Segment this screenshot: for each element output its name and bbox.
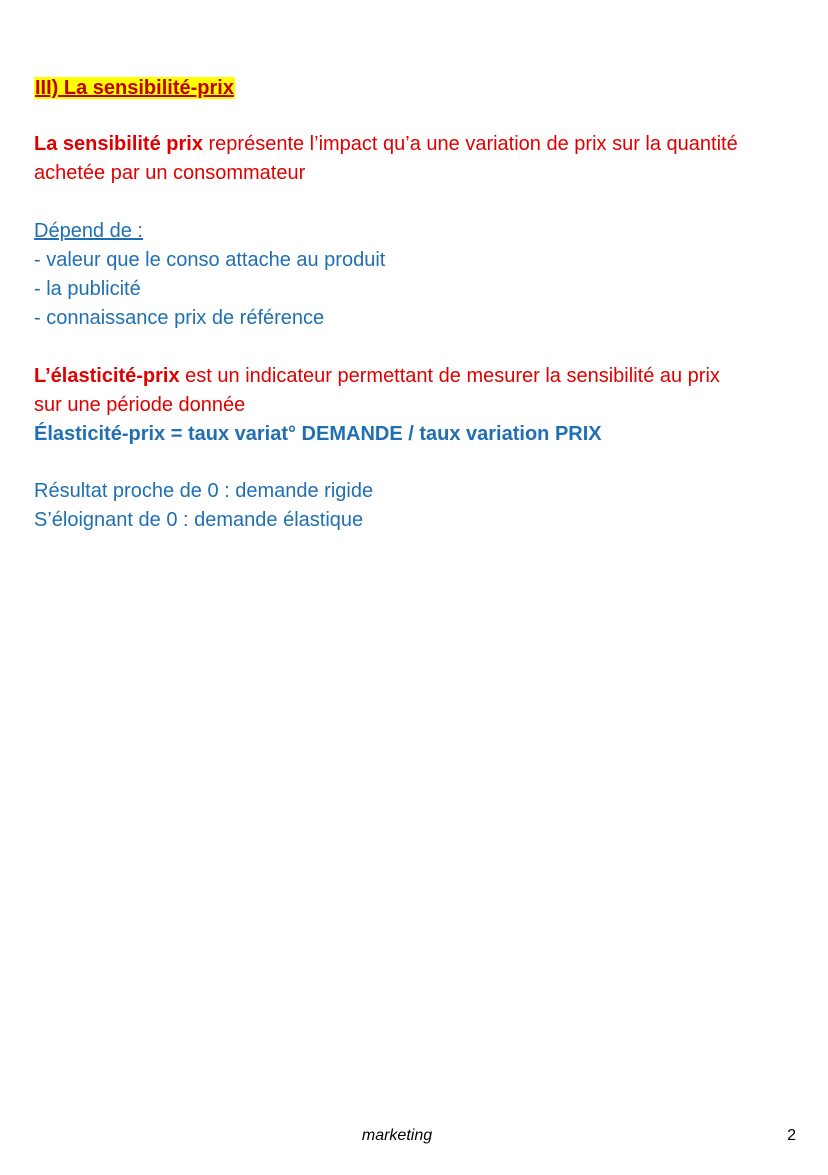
elasticity-term: L’élasticité-prix	[34, 365, 180, 387]
definition-paragraph	[34, 130, 804, 188]
result-line: S’éloignant de 0 : demande élastique	[34, 509, 364, 531]
elasticity-formula: Élasticité-prix = taux variat° DEMANDE / taux variation PRIX	[34, 423, 602, 445]
elasticity-text-line1: est un indicateur permettant de mesurer la sensibilité au prix	[179, 365, 720, 387]
page-number: 2	[787, 1127, 796, 1144]
list-item: - valeur que le conso attache au produit	[34, 249, 386, 271]
definition-term: La sensibilité prix	[34, 133, 203, 155]
results-paragraph	[34, 477, 804, 535]
result-line: Résultat proche de 0 : demande rigide	[34, 480, 374, 502]
definition-text-line2: achetée par un consommateur	[34, 162, 306, 184]
footer-label: marketing	[361, 1127, 433, 1144]
list-item: - la publicité	[34, 278, 141, 300]
list-item: - connaissance prix de référence	[34, 307, 325, 329]
section-heading	[34, 74, 804, 103]
section-heading-text: III) La sensibilité-prix	[35, 77, 234, 99]
elasticity-text-line2: sur une période donnée	[34, 394, 246, 416]
elasticity-paragraph	[34, 362, 804, 449]
depends-title: Dépend de :	[34, 220, 143, 242]
definition-text-line1: représente l’impact qu’a une variation de prix sur la quantité	[202, 133, 738, 155]
depends-list	[34, 217, 804, 333]
